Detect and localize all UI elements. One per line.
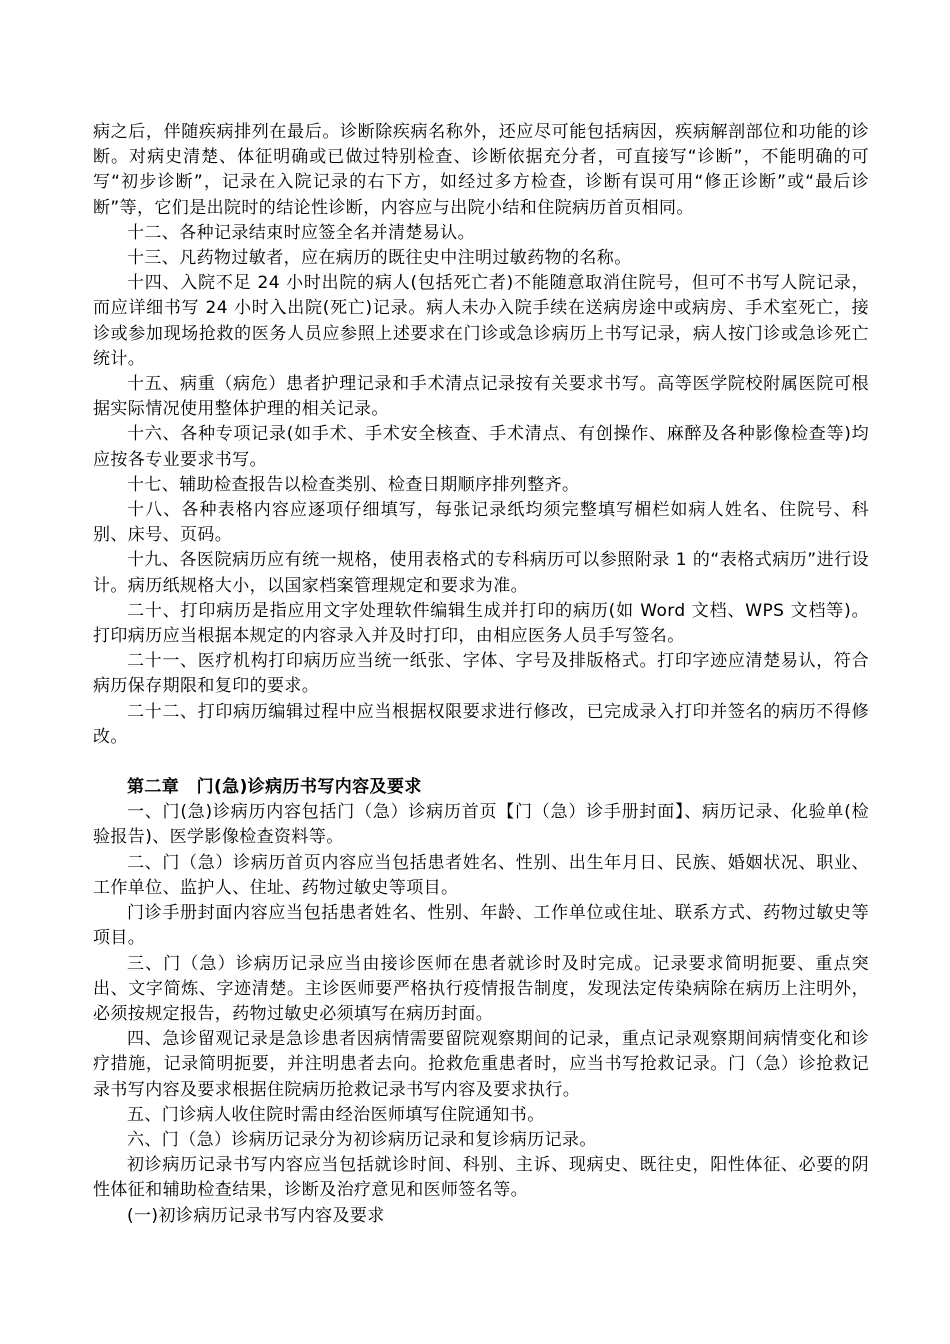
document-page (93, 120, 869, 1229)
paragraph-outpatient-4: 四、急诊留观记录是急诊患者因病情需要留院观察期间的记录，重点记录观察期间病情变化和诊疗措施，记录简明扼要，并注明患者去向。抢救危重患者时，应当书写抢救记录。门（急）诊抢救记录书写内容及要求根据住院病历抢救记录书写内容及要求执行。 (93, 1029, 869, 1100)
paragraph-item-21: 二十一、医疗机构打印病历应当统一纸张、字体、字号及排版格式。打印字迹应清楚易认，符合病历保存期限和复印的要求。 (93, 651, 869, 697)
paragraph-item-18: 十八、各种表格内容应逐项仔细填写，每张记录纸均须完整填写楣栏如病人姓名、住院号、科别、床号、页码。 (93, 500, 869, 546)
subheading-initial-visit: (一)初诊病历记录书写内容及要求 (127, 1205, 385, 1226)
chapter-heading: 第二章 门(急)诊病历书写内容及要求 (127, 777, 422, 798)
paragraph-item-17: 十七、辅助检查报告以检查类别、检查日期顺序排列整齐。 (127, 474, 580, 495)
paragraph-item-16: 十六、各种专项记录(如手术、手术安全核查、手术清点、有创操作、麻醉及各种影像检查等)均应按各专业要求书写。 (93, 424, 869, 470)
paragraph-item-13: 十三、凡药物过敏者，应在病历的既往史中注明过敏药物的名称。 (127, 248, 632, 269)
paragraph-item-15: 十五、病重（病危）患者护理记录和手术清点记录按有关要求书写。高等医学院校附属医院可根据实际情况使用整体护理的相关记录。 (93, 374, 869, 420)
paragraph-item-22: 二十二、打印病历编辑过程中应当根据权限要求进行修改，已完成录入打印并签名的病历不得修改。 (93, 701, 869, 747)
paragraph-outpatient-1: 一、门(急)诊病历内容包括门（急）诊病历首页【门（急）诊手册封面】、病历记录、化验单(检验报告)、医学影像检查资料等。 (93, 802, 869, 848)
paragraph-item-12: 十二、各种记录结束时应签全名并清楚易认。 (127, 222, 475, 243)
paragraph-outpatient-2: 二、门（急）诊病历首页内容应当包括患者姓名、性别、出生年月日、民族、婚姻状况、职业、工作单位、监护人、住址、药物过敏史等项目。 (93, 852, 869, 898)
paragraph-outpatient-3: 三、门（急）诊病历记录应当由接诊医师在患者就诊时及时完成。记录要求简明扼要、重点突出、文字简炼、字迹清楚。主诊医师要严格执行疫情报告制度，发现法定传染病除在病历上注明外，必须按规定报告，药物过敏史必须填写在病历封面。 (93, 953, 869, 1024)
paragraph-item-20: 二十、打印病历是指应用文字处理软件编辑生成并打印的病历(如 Word 文档、WPS 文档等)。打印病历应当根据本规定的内容录入并及时打印，由相应医务人员手写签名。 (93, 600, 869, 647)
paragraph-continuation: 病之后，伴随疾病排列在最后。诊断除疾病名称外，还应尽可能包括病因，疾病解剖部位和功能的诊断。对病史清楚、体征明确或已做过特别检查、诊断依据充分者，可直接写“诊断”，不能明确的可写“初步诊断”，记录在入院记录的右下方，如经过多方检查，诊断有误可用“修正诊断”或“最后诊断”等，它们是出院时的结论性诊断，内容应与出院小结和住院病历首页相同。 (93, 122, 869, 218)
paragraph-initial-visit: 初诊病历记录书写内容应当包括就诊时间、科别、主诉、现病史、既往史，阳性体征、必要的阴性体征和辅助检查结果，诊断及治疗意见和医师签名等。 (93, 1155, 869, 1201)
paragraph-item-14: 十四、入院不足 24 小时出院的病人(包括死亡者)不能随意取消住院号，但可不书写人院记录，而应详细书写 24 小时入出院(死亡)记录。病人未办入院手续在送病房途中或病房、手术室死亡，接诊或参加现场抢救的医务人员应参照上述要求在门诊或急诊病历上书写记录，病人按门诊或急诊死亡统计。 (93, 273, 869, 369)
paragraph-item-19: 十九、各医院病历应有统一规格，使用表格式的专科病历可以参照附录 1 的“表格式病历”进行设计。病历纸规格大小，以国家档案管理规定和要求为准。 (93, 550, 869, 596)
paragraph-outpatient-6: 六、门（急）诊病历记录分为初诊病历记录和复诊病历记录。 (127, 1129, 597, 1150)
section-gap (93, 750, 869, 775)
paragraph-outpatient-5: 五、门诊病人收住院时需由经治医师填写住院通知书。 (127, 1104, 545, 1125)
paragraph-outpatient-cover: 门诊手册封面内容应当包括患者姓名、性别、年龄、工作单位或住址、联系方式、药物过敏史等项目。 (93, 903, 869, 949)
